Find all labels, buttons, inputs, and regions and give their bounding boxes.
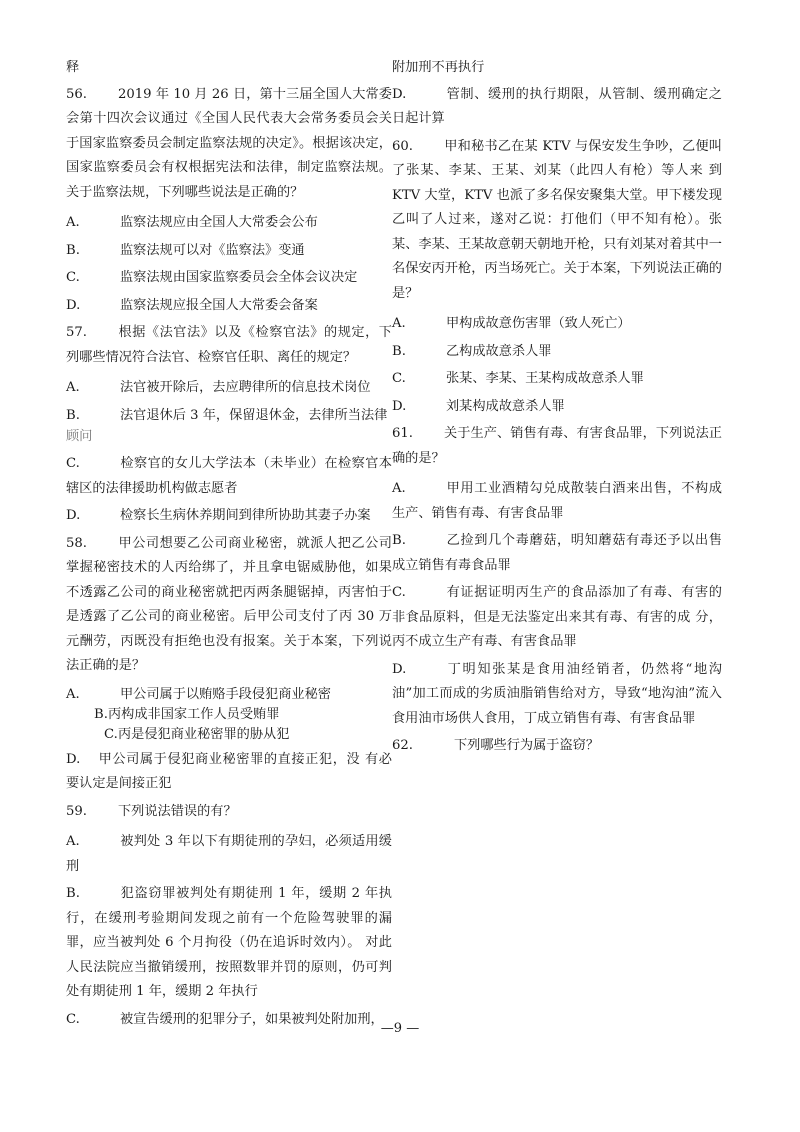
option: C. 监察法规由国家监察委员会全体会议决定 [66, 270, 358, 285]
option: C. 张某、李某、王某构成故意杀人罪 [392, 371, 644, 386]
question-text: 2019 年 10 月 26 日，第十三届全国人大常委会第十四次会议通过《全国人民代表大会常务委员会关于国家监察委员会制定监察法规的决定》。根据该决定，国家监察委员会有权根据宪法和法律，制定监察法规。关于监察法规，下列哪些说法是正确的？ [66, 86, 392, 200]
question-60 [392, 135, 722, 420]
option: A. 甲用工业酒精勾兑成散装白酒来出售，不构成生产、销售有毒、有害食品罪 [392, 481, 722, 521]
left-column [66, 56, 392, 1035]
continuation-fragment: 释 [66, 60, 80, 75]
question-text: 根据《法官法》以及《检察官法》的规定，下列哪些情况符合法官、检察官任职、离任的规定？ [66, 325, 392, 365]
option: A. 甲公司属于以贿赂手段侵犯商业秘密 [66, 686, 331, 702]
option: D. 管制、缓刑的执行期限，从管制、缓刑确定之日起计算 [392, 86, 722, 126]
question-58 [66, 532, 392, 797]
option: C.丙是侵犯商业秘密罪的胁从犯 [104, 726, 290, 742]
question-number: 62. [392, 738, 413, 753]
question-text: 甲和秘书乙在某 KTV 与保安发生争吵，乙便叫了张某、李某、王某、刘某（此四人有枪）等人来 到 KTV 大堂，KTV 也派了多名保安聚集大堂。甲下楼发现乙叫了人过来，遂对乙说：打他们（甲不知有枪）。张某、李某、王某故意朝天朝地开枪，只有刘某对着其中一名保安丙开枪，丙当场死亡。关于本案，下列说法正确的是？ [392, 138, 722, 301]
question-text: 下列说法错误的有？ [118, 803, 237, 819]
right-column [392, 56, 722, 765]
question-number: 58. [66, 535, 87, 551]
question-62 [392, 734, 722, 759]
option: C. 检察官的女儿大学法本（未毕业）在检察官本辖区的法律援助机构做志愿者 [66, 456, 392, 496]
page-number: —9 — [380, 1021, 420, 1036]
option: B. 乙捡到几个毒蘑菇，明知蘑菇有毒还予以出售成立销售有毒食品罪 [392, 533, 722, 573]
option: B.丙构成非国家工作人员受贿罪 [94, 706, 280, 722]
option: D. 检察长生病休养期间到律所协助其妻子办案 [66, 508, 371, 523]
question-number: 56. [66, 86, 87, 102]
option: B. 乙构成故意杀人罪 [392, 343, 552, 359]
question-number: 59. [66, 803, 87, 819]
question-59 [66, 800, 392, 1033]
option: B. 监察法规可以对《监察法》变通 [66, 242, 305, 258]
option: D. 刘某构成故意杀人罪 [392, 398, 565, 414]
question-56 [66, 83, 392, 319]
question-57 [66, 321, 392, 529]
option: B. 法官退休后 3 年，保留退休金，去律所当法律 [66, 407, 388, 423]
question-61 [392, 422, 722, 731]
continuation-fragment: 附加刑不再执行 [392, 60, 485, 75]
option: A. 被判处 3 年以下有期徒刑的孕妇，必须适用缓刑 [66, 834, 392, 874]
question-text: 下列哪些行为属于盗窃？ [454, 738, 600, 753]
option: B. 犯盗窃罪被判处有期徒刑 1 年，缓期 2 年执行，在缓刑考验期间发现之前有一个危险驾驶罪的漏罪，应当被判处 6 个月拘役（仍在追诉时效内）。 对此人民法院应当撤销缓刑，按照数罪并罚的原则，仍可判处有期徒刑 1 年，缓期 2 年执行 [66, 886, 392, 999]
question-number: 60. [392, 138, 413, 154]
question-number: 61. [392, 426, 413, 441]
question-number: 57. [66, 325, 87, 340]
question-text: 关于生产、销售有毒、有害食品罪，下列说法正确的是？ [392, 426, 722, 466]
option: D. 甲公司属于侵犯商业秘密罪的直接正犯，没 有必要认定是间接正犯 [66, 751, 392, 791]
option: C. 被宣告缓刑的犯罪分子，如果被判处附加刑， [66, 1011, 384, 1027]
question-text: 甲公司想要乙公司商业秘密，就派人把乙公司掌握秘密技术的人丙给绑了，并且拿电锯威胁他，如果不透露乙公司的商业秘密就把丙两条腿锯掉，丙害怕于是透露了乙公司的商业秘密。后甲公司支付了丙 30 万元酬劳，丙既没有拒绝也没有报案。关于本案，下列说法正确的是？ [66, 535, 392, 673]
option: D. 监察法规应报全国人大常委会备案 [66, 297, 318, 313]
option: A. 监察法规应由全国人大常委会公布 [66, 215, 318, 230]
option: A. 法官被开除后，去应聘律所的信息技术岗位 [66, 380, 371, 395]
option: A. 甲构成故意伤害罪（致人死亡） [392, 316, 631, 331]
option: D. 丁明知张某是食用油经销者，仍然将“地沟油”加工而成的劣质油脂销售给对方，导致“地沟油”流入食用油市场供人食用，丁成立销售有毒、有害食品罪 [392, 661, 722, 726]
option-continuation: 顾问 [66, 429, 93, 444]
option: C. 有证据证明丙生产的食品添加了有毒、有害的非食品原料，但是无法鉴定出来其有毒、有害的成 分，丙不成立生产有毒、有害食品罪 [392, 585, 722, 649]
